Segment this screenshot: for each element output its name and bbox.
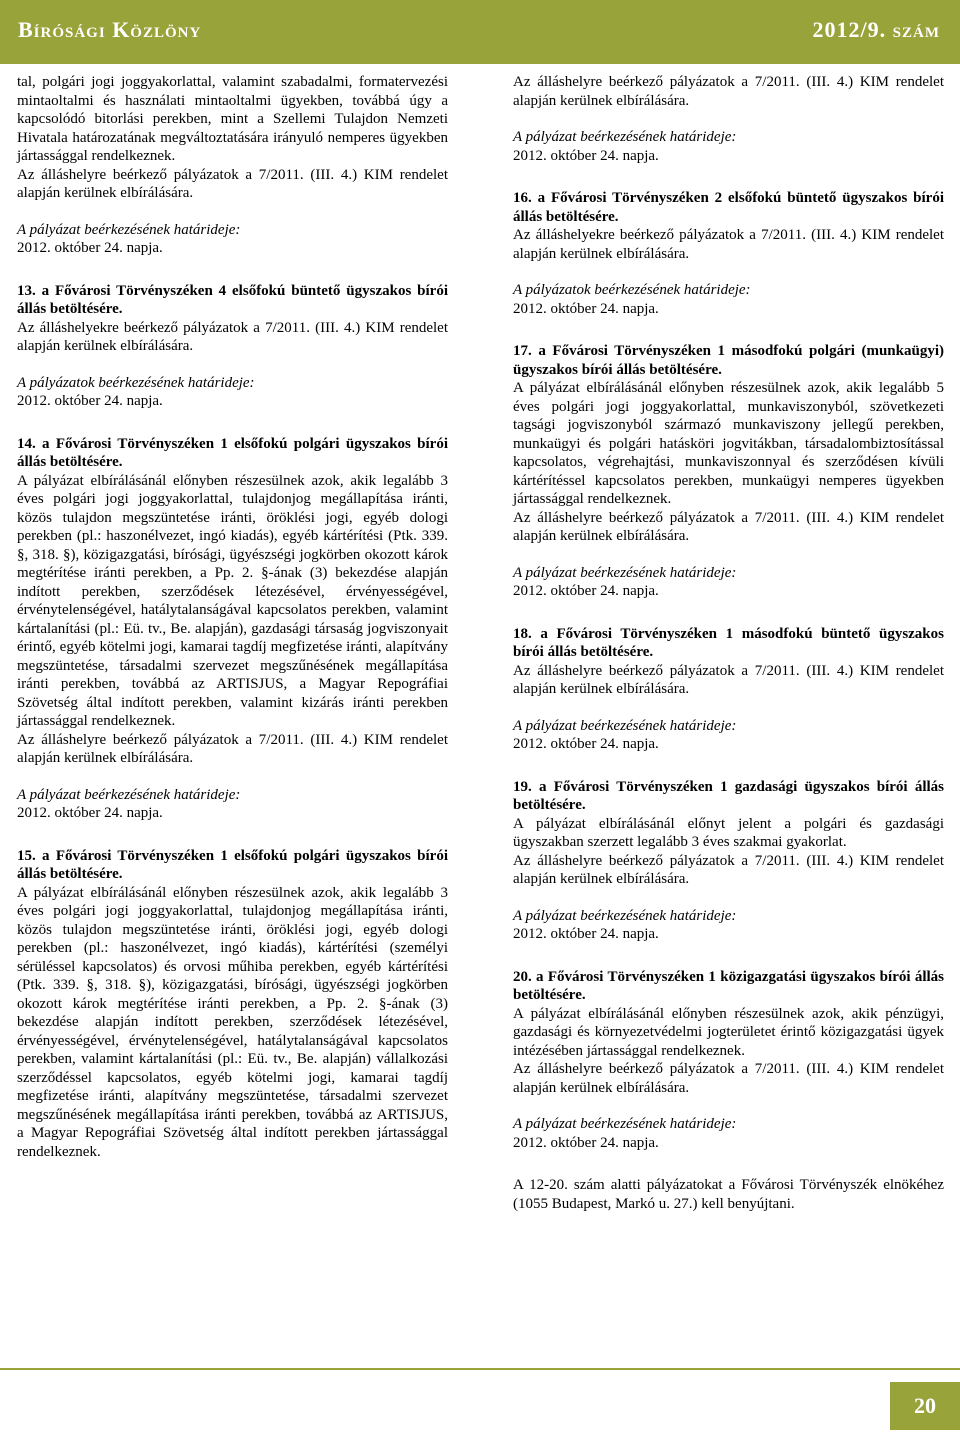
section-16-deadline: 2012. október 24. napja. bbox=[513, 300, 659, 317]
left-column bbox=[17, 73, 448, 1161]
section-14-deadline: 2012. október 24. napja. bbox=[17, 805, 163, 821]
top-rule: Az álláshelyre beérkező pályázatok a 7/2011. (III. 4.) KIM rendelet alapján kerülnek elbírálására. bbox=[513, 74, 944, 109]
section-20-deadline-label: A pályázat beérkezésének határideje: bbox=[513, 1116, 737, 1132]
section-18-rule: Az álláshelyre beérkező pályázatok a 7/2011. (III. 4.) KIM rendelet alapján kerülnek elbírálására. bbox=[513, 662, 944, 697]
page-header bbox=[0, 0, 960, 64]
section-13-deadline-label: A pályázatok beérkezésének határideje: bbox=[17, 374, 255, 391]
page-number: 20 bbox=[890, 1382, 960, 1430]
closing-note: A 12-20. szám alatti pályázatokat a Fővárosi Törvényszék elnökéhez (1055 Budapest, Markó u. 27.) kell benyújtani. bbox=[513, 1177, 944, 1212]
section-20-rule: Az álláshelyre beérkező pályázatok a 7/2011. (III. 4.) KIM rendelet alapján kerülnek elbírálására. bbox=[513, 1061, 944, 1096]
section-19-deadline-label: A pályázat beérkezésének határideje: bbox=[513, 907, 737, 924]
section-20-body: A pályázat elbírálásánál előnyben részesülnek azok, akik pénzügyi, gazdasági és környezetvédelmi jogterületet érintő közigazgatási ügyek intézésében jártassággal rendelkeznek. bbox=[513, 1005, 944, 1059]
section-18-title: 18. a Fővárosi Törvényszéken 1 másodfokú büntető ügyszakos bírói állás betöltésére. bbox=[513, 625, 944, 660]
section-19-deadline: 2012. október 24. napja. bbox=[513, 926, 659, 942]
section-20-title: 20. a Fővárosi Törvényszéken 1 közigazgatási ügyszakos bírói állás betöltésére. bbox=[513, 968, 944, 1003]
top-deadline-label: A pályázat beérkezésének határideje: bbox=[513, 129, 737, 145]
section-17-title: 17. a Fővárosi Törvényszéken 1 másodfokú polgári (munkaügyi) ügyszakos bírói állás betöltésére. bbox=[513, 343, 944, 378]
section-15-body: A pályázat elbírálásánál előnyben részesülnek azok, akik legalább 3 éves polgári jogi joggyakorlattal, tulajdonjog megállapítása iránti, közös tulajdon megszüntetése iránti, öröklési jogi, egyéb dologi perekben (pl.: haszonélvezet, ingó kiadás), kártérítési (személyi sérüléssel kapcsolatos) és orvosi műhiba perekben, egyéb kártérítési (Ptk. 339. §, 318. §), közigazgatási, bírósági, ügyészségi jogkörben okozott károk megtérítése iránti perekben, a Pp. 2. §-ának (3) bekezdése alapján indított perekben, szerződések létezésével, érvényességével, érvénytelenségével, hatálytalanságával kapcsolatos perekben, valamint kártalanítási (pl.: Eü. tv., Be. alapján) vállalkozási szerződéssel kapcsolatos, egyéb kötelmi jogi, kamarai tagdíj megfizetése iránti, alapítvány megszüntetése, társadalmi szervezet megszűnésének megállapítása iránti perekben, továbbá az ARTISJUS, a Magyar Repográfiai Szövetség által indított perekben jártassággal rendelkeznek. bbox=[17, 884, 448, 1160]
section-14-body: A pályázat elbírálásánál előnyben részesülnek azok, akik legalább 3 éves polgári jogi joggyakorlattal, tulajdonjog megállapítása iránti, közös tulajdon megszüntetése iránti, öröklési jogi, egyéb dologi perekben (pl.: haszonélvezet, ingó kiadás), egyéb kártérítési (Ptk. 339. §, 318. §), közigazgatási, bírósági, ügyészségi jogkörben okozott károk megtérítése iránti perekben, a Pp. 2. §-ának (3) bekezdése alapján indított perekben, szerződések létezésével, érvényességével, érvénytelenségével, hatálytalanságával kapcsolatos perekben, valamint kártalanítási (pl.: Eü. tv., Be. alapján), gazdasági társaság jogviszonyait érintő, egyéb kötelmi jogi, kamarai tagdíj megfizetése iránti, alapítvány megszüntetése, társadalmi szervezet megszűnésének megállapítása iránti perekben, továbbá az ARTISJUS, a Magyar Repográfiai Szövetség által indított perekben, valamint kizárás iránti perekben jártassággal rendelkeznek. bbox=[17, 472, 448, 729]
journal-title: Bírósági Közlöny bbox=[18, 17, 202, 42]
intro-text: tal, polgári jogi joggyakorlattal, valamint szabadalmi, formatervezési mintaoltalmi és használati mintaoltalmi ügyekben, továbbá úgy a kapcsolódó bitorlási perekben, mint a Szellemi Tulajdon Nemzeti Hivatala határozatának megváltoztatására irányuló nemperes ügyekben jártassággal rendelkeznek. bbox=[17, 74, 448, 164]
section-19-body: A pályázat elbírálásánál előnyt jelent a polgári és gazdasági ügyszakban szerzett legalább 3 éves szakmai gyakorlat. bbox=[513, 815, 944, 850]
section-17-deadline: 2012. október 24. napja. bbox=[513, 583, 659, 599]
section-16-deadline-label: A pályázatok beérkezésének határideje: bbox=[513, 282, 751, 298]
intro-deadline-label: A pályázat beérkezésének határideje: bbox=[17, 221, 241, 238]
section-15-title: 15. a Fővárosi Törvényszéken 1 elsőfokú polgári ügyszakos bírói állás betöltésére. bbox=[17, 847, 448, 882]
section-17-rule: Az álláshelyre beérkező pályázatok a 7/2011. (III. 4.) KIM rendelet alapján kerülnek elbírálására. bbox=[513, 509, 944, 544]
section-16-title: 16. a Fővárosi Törvényszéken 2 elsőfokú büntető ügyszakos bírói állás betöltésére. bbox=[513, 190, 944, 225]
intro-rule: Az álláshelyre beérkező pályázatok a 7/2011. (III. 4.) KIM rendelet alapján kerülnek elbírálására. bbox=[17, 166, 448, 201]
section-20-deadline: 2012. október 24. napja. bbox=[513, 1134, 659, 1151]
section-18-deadline: 2012. október 24. napja. bbox=[513, 736, 659, 752]
top-deadline: 2012. október 24. napja. bbox=[513, 147, 659, 164]
issue-number: 2012/9. szám bbox=[812, 17, 940, 42]
section-17-body: A pályázat elbírálásánál előnyben részesülnek azok, akik legalább 5 éves polgári jogi joggyakorlattal, munkaviszonyból, szövetkezeti tagsági jogviszonyból származó munkaviszony jellegű perekben, munkaügyi és polgári hatásköri jogvitákban, társadalombiztosítással kapcsolatos, végrehajtási, munkaviszonnyal és szerződésen kívüli kártérítéssel kapcsolatos perekben, munkaügyi nemperes ügyekben jártassággal rendelkeznek. bbox=[513, 380, 944, 507]
footer-rule bbox=[0, 1368, 960, 1370]
section-14-rule: Az álláshelyre beérkező pályázatok a 7/2011. (III. 4.) KIM rendelet alapján kerülnek elbírálására. bbox=[17, 731, 448, 766]
intro-deadline: 2012. október 24. napja. bbox=[17, 240, 163, 256]
section-16-rule: Az álláshelyekre beérkező pályázatok a 7/2011. (III. 4.) KIM rendelet alapján kerülnek elbírálására. bbox=[513, 227, 944, 262]
section-19-title: 19. a Fővárosi Törvényszéken 1 gazdasági ügyszakos bírói állás betöltésére. bbox=[513, 778, 944, 813]
section-13-deadline: 2012. október 24. napja. bbox=[17, 393, 163, 409]
section-14-deadline-label: A pályázat beérkezésének határideje: bbox=[17, 786, 241, 803]
section-17-deadline-label: A pályázat beérkezésének határideje: bbox=[513, 564, 737, 581]
section-13-title: 13. a Fővárosi Törvényszéken 4 elsőfokú büntető ügyszakos bírói állás betöltésére. bbox=[17, 282, 448, 317]
section-19-rule: Az álláshelyre beérkező pályázatok a 7/2011. (III. 4.) KIM rendelet alapján kerülnek elbírálására. bbox=[513, 852, 944, 887]
section-18-deadline-label: A pályázat beérkezésének határideje: bbox=[513, 717, 737, 734]
section-13-rule: Az álláshelyekre beérkező pályázatok a 7/2011. (III. 4.) KIM rendelet alapján kerülnek elbírálására. bbox=[17, 319, 448, 354]
right-column bbox=[513, 73, 944, 1213]
section-14-title: 14. a Fővárosi Törvényszéken 1 elsőfokú polgári ügyszakos bírói állás betöltésére. bbox=[17, 435, 448, 470]
